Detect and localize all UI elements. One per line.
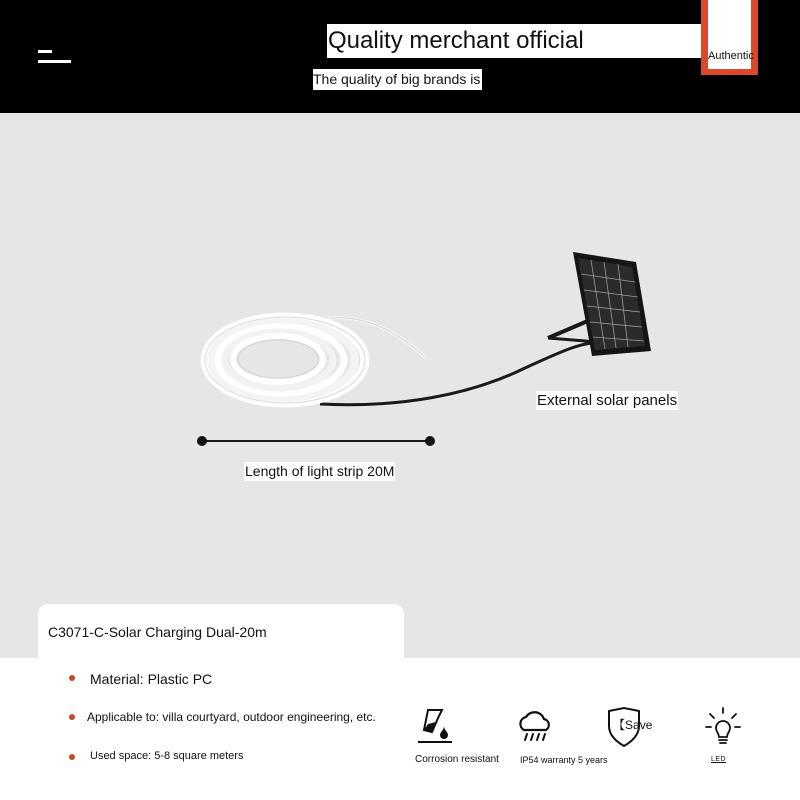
length-marker (197, 436, 435, 446)
save-bracket: 【 (613, 718, 626, 732)
bullet-icon (69, 675, 75, 681)
product-image (0, 113, 800, 658)
spec-material: Material: Plastic PC (90, 671, 213, 687)
panel-label: External solar panels (537, 392, 678, 409)
strip-length-label: Length of light strip 20M (245, 463, 395, 479)
feature-label-corrosion: Corrosion resistant (415, 754, 499, 765)
feature-label-ip54: IP54 warranty 5 years (520, 755, 608, 765)
save-text: Save (625, 718, 653, 732)
light-strip-coil (205, 317, 425, 403)
feature-label-led: LED (711, 756, 727, 763)
spec-space: Used space: 5-8 square meters (90, 750, 244, 762)
spec-applicable: Applicable to: villa courtyard, outdoor engineering, etc. (87, 710, 376, 724)
authentic-badge-label: Authentic (708, 0, 751, 69)
corrosion-icon (414, 706, 456, 748)
bullet-icon (69, 714, 75, 720)
light-bulb-icon (704, 706, 742, 750)
menu-icon[interactable] (38, 50, 72, 64)
page-subtitle: The quality of big brands is (313, 69, 482, 90)
feature-label-save (613, 718, 652, 733)
bullet-icon (69, 754, 75, 760)
product-name: C3071-C-Solar Charging Dual-20m (48, 624, 267, 640)
rain-cloud-icon (515, 706, 555, 746)
solar-panel (548, 252, 651, 356)
page-title: Quality merchant official (327, 24, 751, 58)
product-illustration (0, 113, 800, 658)
